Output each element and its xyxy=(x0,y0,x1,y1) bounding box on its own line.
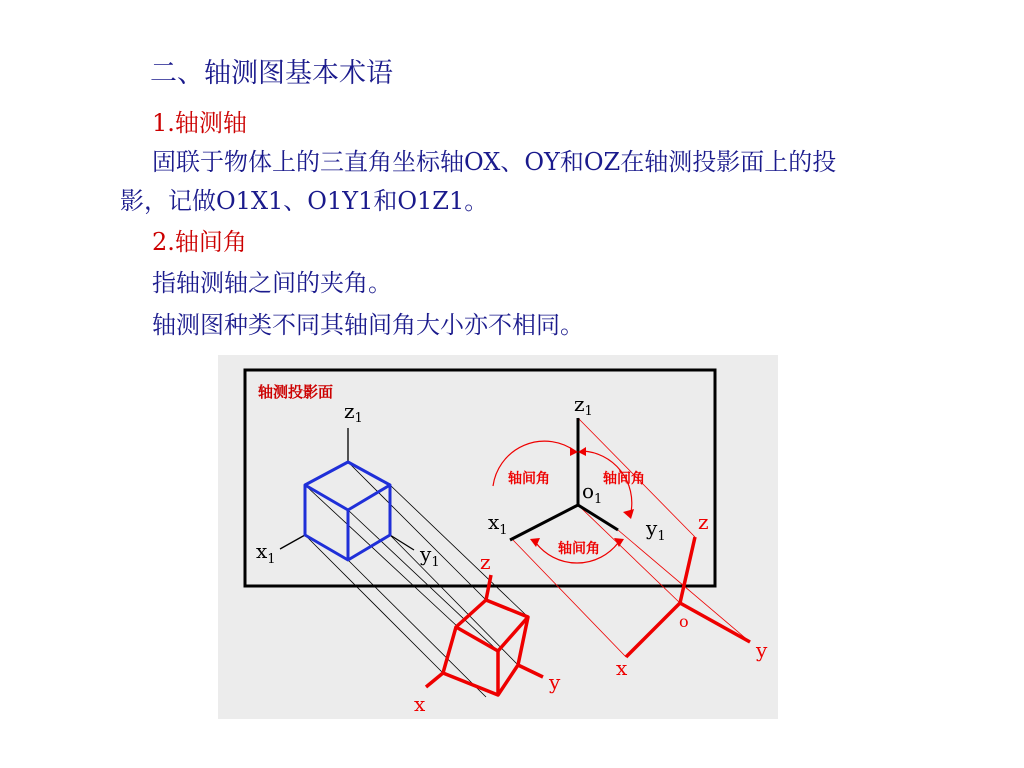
paragraph-axis-angle-line-2: 轴测图种类不同其轴间角大小亦不相同。 xyxy=(152,311,584,339)
cube-x1-label: $x_1$ xyxy=(256,539,276,567)
axis-angle-label-bottom: 轴间角 xyxy=(558,541,600,557)
space-axis-x-label: x xyxy=(616,656,628,680)
axis-angle-label-left: 轴间角 xyxy=(508,471,550,487)
axis-x1-label: $x_1$ xyxy=(488,510,508,538)
space-cube-y-label: y xyxy=(549,670,561,694)
axis-angle-label-right: 轴间角 xyxy=(603,471,645,487)
paragraph-axes-line-2: 影，记做O1X1、O1Y1和O1Z1。 xyxy=(120,187,489,215)
cube-z1-label: $z_1$ xyxy=(344,399,363,426)
heading-axonometric-axes: 1.轴测轴 xyxy=(152,109,247,137)
axis-z1-label: $z_1$ xyxy=(574,392,593,419)
projection-plane-label: 轴测投影面 xyxy=(258,383,334,401)
axis-y1-label: $y_1$ xyxy=(646,516,666,544)
cube-y1-label: $y_1$ xyxy=(420,542,440,570)
heading-axis-angle: 2.轴间角 xyxy=(152,228,247,256)
space-cube-z-label: z xyxy=(480,550,491,574)
space-axis-y-label: y xyxy=(756,638,768,662)
space-cube-x-label: x xyxy=(414,692,426,716)
figure-canvas xyxy=(218,355,778,719)
paragraph-axis-angle-line-1: 指轴测轴之间的夹角。 xyxy=(152,269,392,297)
axonometric-projection-figure xyxy=(218,355,778,719)
paragraph-axes-line-1: 固联于物体上的三直角坐标轴OX、OY和OZ在轴测投影面上的投 xyxy=(152,148,837,176)
space-origin-label: o xyxy=(679,612,689,631)
space-axis-z-label: z xyxy=(698,510,709,534)
origin-o1-label: $o_1$ xyxy=(582,479,603,507)
page-title: 二、轴测图基本术语 xyxy=(150,58,393,89)
